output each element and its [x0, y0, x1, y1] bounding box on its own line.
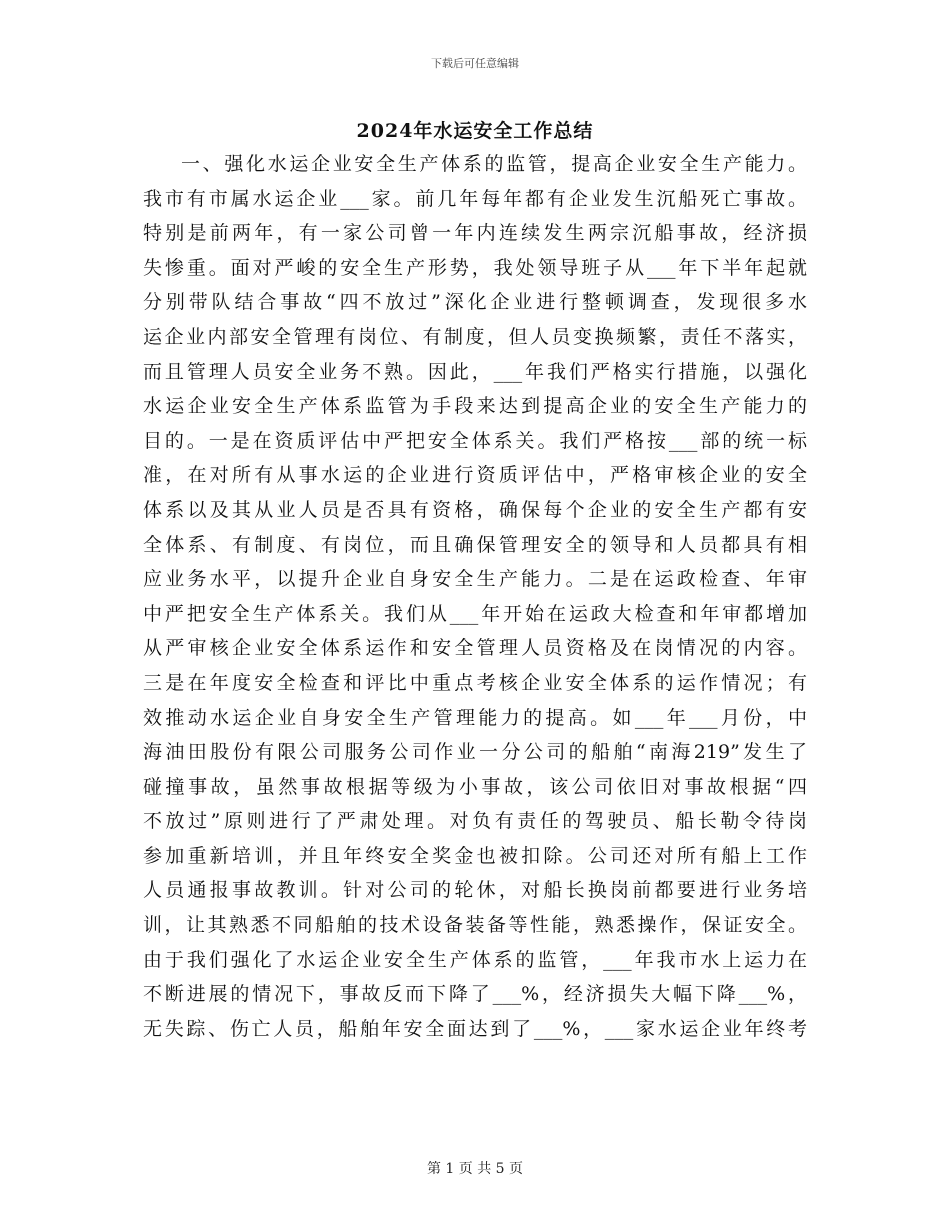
body-line: 全体系、有制度、有岗位，而且确保管理安全的领导和人员都具有相 — [143, 533, 807, 556]
body-line: 由于我们强化了水运企业安全生产体系的监管，___年我市水上运力在 — [143, 948, 807, 971]
page-number-footer: 第 1 页 共 5 页 — [426, 1161, 524, 1177]
body-line: 三是在年度安全检查和评比中重点考核企业安全体系的运作情况；有 — [143, 671, 807, 694]
page-header-note: 下载后可任意编辑 — [431, 57, 519, 70]
body-line: 海油田股份有限公司服务公司作业一分公司的船舶“南海219”发生了 — [143, 741, 807, 764]
body-line: 碰撞事故，虽然事故根据等级为小事故，该公司依旧对事故根据“四 — [143, 775, 807, 798]
document-title: 2024年水运安全工作总结 — [356, 120, 594, 142]
body-line: 不断进展的情况下，事故反而下降了___%，经济损失大幅下降___%， — [143, 983, 807, 1006]
body-line: 无失踪、伤亡人员，船舶年安全面达到了___%，___家水运企业年终考 — [143, 1017, 807, 1040]
body-line: 而且管理人员安全业务不熟。因此，___年我们严格实行措施，以强化 — [143, 360, 807, 383]
body-line: 目的。一是在资质评估中严把安全体系关。我们严格按___部的统一标 — [143, 429, 807, 452]
body-line: 从严审核企业安全体系运作和安全管理人员资格及在岗情况的内容。 — [143, 637, 807, 660]
body-line: 水运企业安全生产体系监管为手段来达到提高企业的安全生产能力的 — [143, 395, 807, 418]
body-line: 不放过”原则进行了严肃处理。对负有责任的驾驶员、船长勒令待岗 — [143, 810, 807, 833]
body-line: 失惨重。面对严峻的安全生产形势，我处领导班子从___年下半年起就 — [143, 256, 807, 279]
body-line: 应业务水平，以提升企业自身安全生产能力。二是在运政检查、年审 — [143, 568, 807, 591]
body-line: 分别带队结合事故“四不放过”深化企业进行整顿调查，发现很多水 — [143, 291, 807, 314]
body-line: 中严把安全生产体系关。我们从___年开始在运政大检查和年审都增加 — [143, 602, 807, 625]
document-body — [143, 147, 807, 1046]
body-line: 一、强化水运企业安全生产体系的监管，提高企业安全生产能力。 — [181, 153, 807, 175]
body-line: 效推动水运企业自身安全生产管理能力的提高。如___年___月份，中 — [143, 706, 807, 729]
body-line: 运企业内部安全管理有岗位、有制度，但人员变换频繁，责任不落实， — [143, 325, 807, 348]
body-line: 特别是前两年，有一家公司曾一年内连续发生两宗沉船事故，经济损 — [143, 222, 807, 245]
body-line: 体系以及其从业人员是否具有资格，确保每个企业的安全生产都有安 — [143, 498, 807, 521]
body-line: 参加重新培训，并且年终安全奖金也被扣除。公司还对所有船上工作 — [143, 844, 807, 867]
body-line: 我市有市属水运企业___家。前几年每年都有企业发生沉船死亡事故。 — [143, 187, 807, 210]
body-line: 人员通报事故教训。针对公司的轮休，对船长换岗前都要进行业务培 — [143, 879, 807, 902]
body-line: 训，让其熟悉不同船舶的技术设备装备等性能，熟悉操作，保证安全。 — [143, 914, 807, 937]
body-line: 准，在对所有从事水运的企业进行资质评估中，严格审核企业的安全 — [143, 464, 807, 487]
